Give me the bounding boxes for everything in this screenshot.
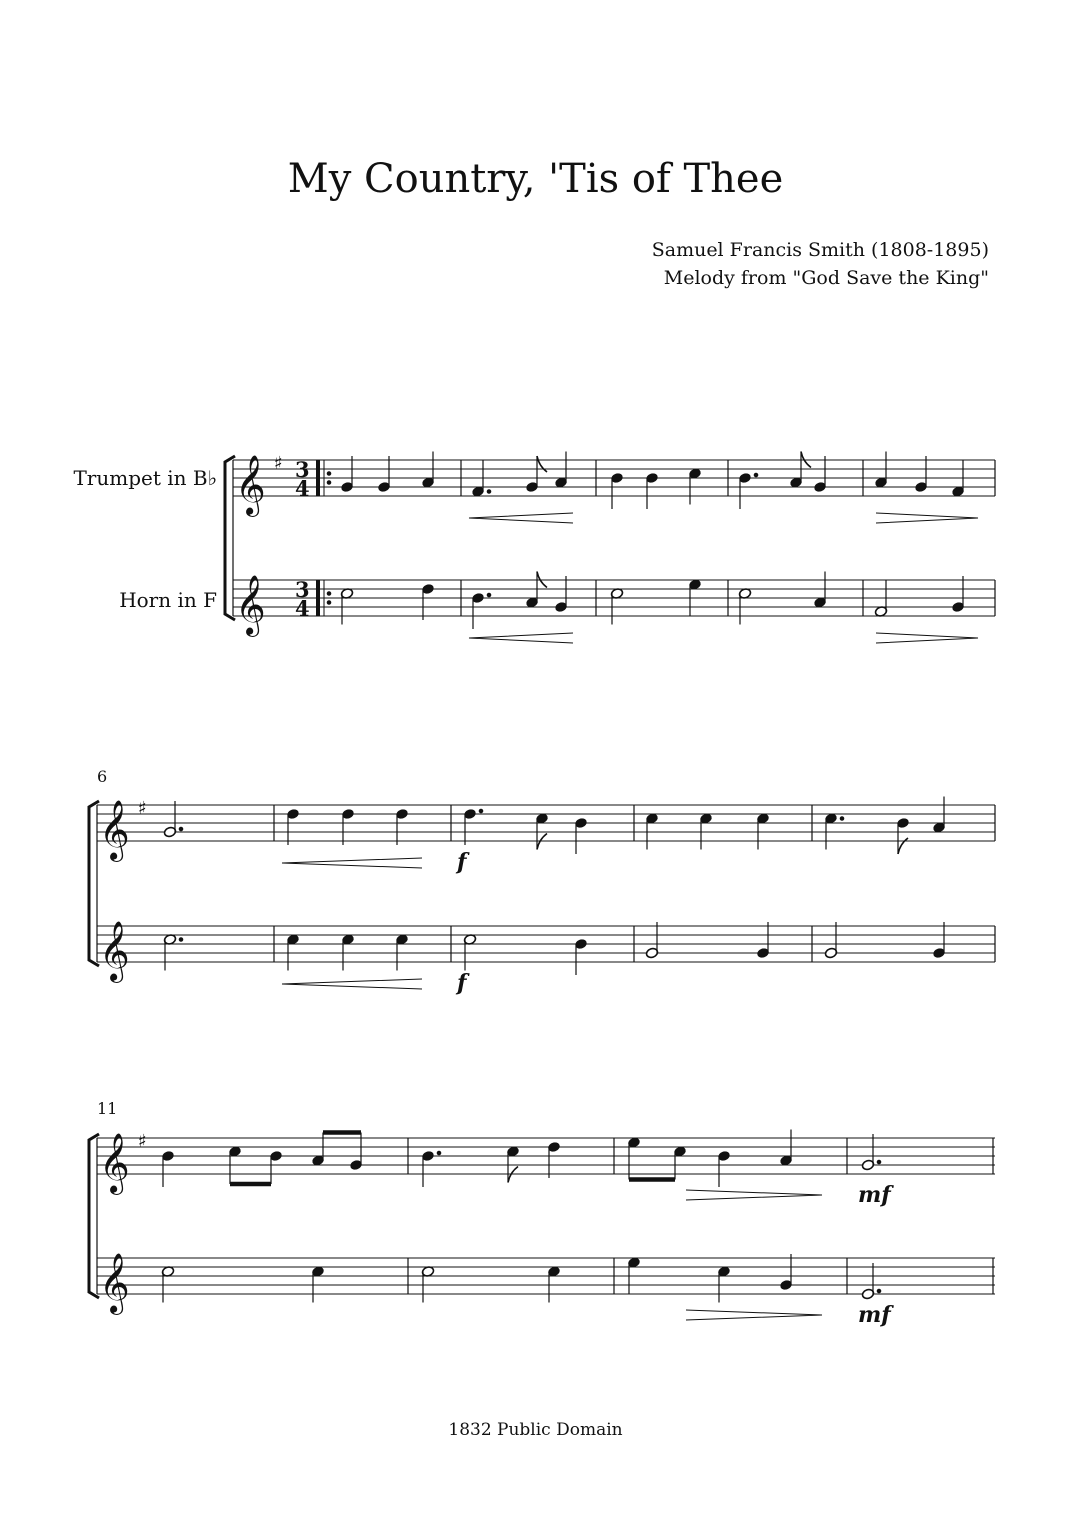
diminuendo-hairpin (686, 1310, 822, 1320)
treble-clef: 𝄞 (235, 455, 266, 515)
augmentation-dot (754, 473, 758, 477)
eighth-flag (898, 838, 908, 854)
treble-clef: 𝄞 (99, 1253, 130, 1313)
treble-clef: 𝄞 (99, 1133, 130, 1193)
copyright-footer: 1832 Public Domain (448, 1420, 623, 1440)
crescendo-hairpin (469, 513, 573, 523)
key-signature-sharp: ♯ (138, 798, 147, 819)
key-signature-sharp: ♯ (138, 1131, 147, 1152)
crescendo-hairpin (469, 633, 573, 643)
dynamic-marking: f (457, 849, 467, 875)
diminuendo-hairpin (686, 1190, 822, 1200)
treble-clef: 𝄞 (99, 921, 130, 981)
crescendo-hairpin (282, 858, 422, 868)
augmentation-dot (877, 1160, 881, 1164)
time-signature-numerator: 3 (295, 577, 310, 602)
repeat-dot (327, 601, 331, 605)
time-signature-numerator: 3 (295, 457, 310, 482)
dynamic-marking: mf (858, 1182, 891, 1208)
augmentation-dot (877, 1289, 881, 1293)
measure-number-6: 6 (97, 767, 108, 786)
instrument-name-horn: Horn in F (119, 588, 217, 612)
treble-clef: 𝄞 (99, 800, 130, 860)
time-signature-denominator: 4 (295, 476, 310, 501)
composer-line: Samuel Francis Smith (1808-1895) (651, 239, 989, 261)
time-signature-denominator: 4 (295, 596, 310, 621)
dynamic-marking: f (457, 970, 467, 996)
augmentation-dot (487, 593, 491, 597)
instrument-name-trumpet: Trumpet in B♭ (73, 466, 217, 490)
augmentation-dot (179, 827, 183, 831)
melody-source-line: Melody from "God Save the King" (663, 267, 989, 289)
measure-number-11: 11 (97, 1099, 118, 1118)
dynamic-marking: mf (858, 1302, 891, 1328)
repeat-dot (327, 592, 331, 596)
eighth-flag (537, 456, 547, 472)
score-title: My Country, 'Tis of Thee (287, 156, 784, 202)
treble-clef: 𝄞 (235, 575, 266, 635)
key-signature-sharp: ♯ (274, 453, 283, 474)
augmentation-dot (487, 490, 491, 494)
crescendo-hairpin (282, 979, 422, 989)
repeat-dot (327, 472, 331, 476)
augmentation-dot (179, 938, 183, 942)
diminuendo-hairpin (876, 633, 978, 643)
augmentation-dot (437, 1151, 441, 1155)
augmentation-dot (840, 817, 844, 821)
augmentation-dot (479, 809, 483, 813)
repeat-dot (327, 481, 331, 485)
diminuendo-hairpin (876, 513, 978, 523)
